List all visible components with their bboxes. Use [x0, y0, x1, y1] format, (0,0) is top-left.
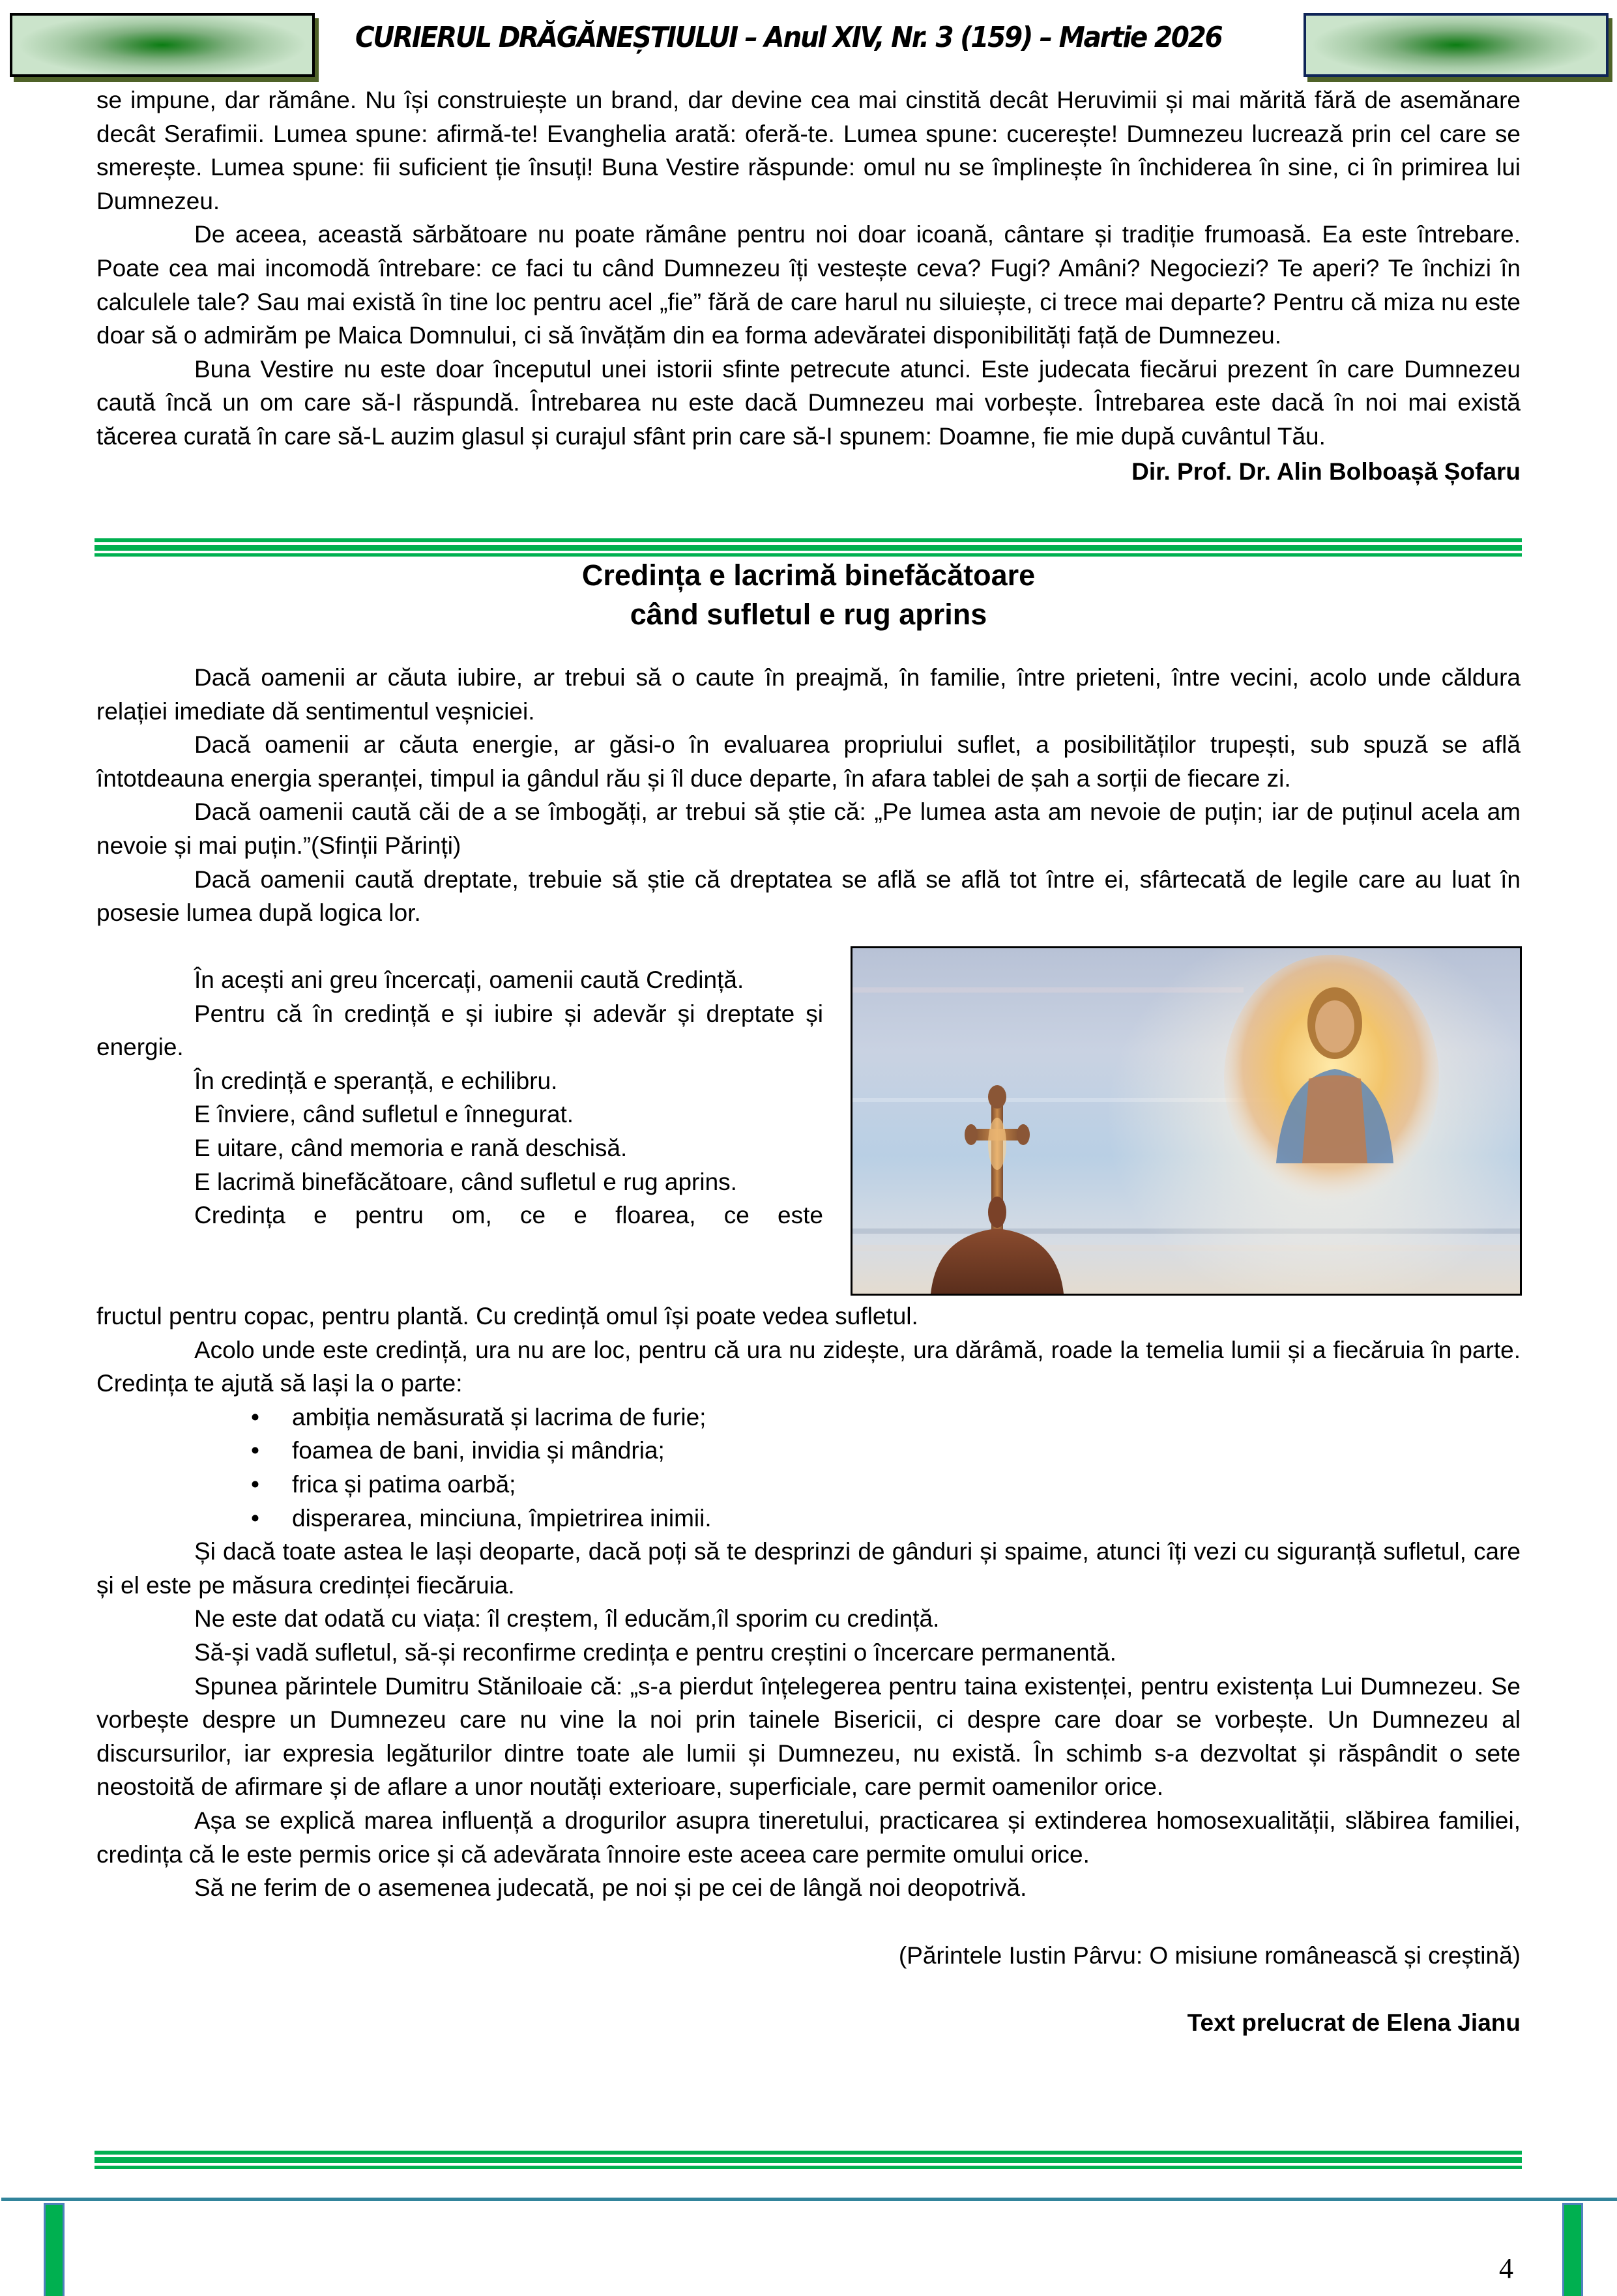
article-2-paragraph: Și dacă toate astea le lași deoparte, dacă poți să te desprinzi de gânduri și spaime, atunci îți vezi cu siguranță sufletul, care și el este pe măsura credinței fiecăruia. [96, 1538, 1521, 1599]
article-2-paragraph: Spunea părintele Dumitru Stăniloaie că: „s-a pierdut înțelegerea pentru taina existenței, pentru existența Lui Dumnezeu. Se vorbește despre un Dumnezeu care nu vine la noi prin tainele Bisericii, ci despre care doar se vorbește. Un Dumnezeu al discursurilor, iar expresia legăturilor dintre toate ale lumii și Dumnezeu, nu există. În schimb s-a dezvoltat și răspândit o sete neostoită de afirmare și de aflare a unor noutăți exterioare, superficiale, care permit oamenilor orice. [96, 1672, 1521, 1801]
article-2-title-line-1: Credința e lacrimă binefăcătoare [581, 559, 1036, 592]
footer-bar-right [1562, 2203, 1583, 2296]
bullet-text: foamea de bani, invidia și mândria; [292, 1437, 665, 1464]
section-separator-top [95, 538, 1522, 557]
photo-illustration [852, 948, 1520, 1294]
separator-line [95, 2157, 1522, 2163]
church-cross-icon-photo [851, 946, 1522, 1296]
separator-line [95, 538, 1522, 542]
article-1-paragraph: Buna Vestire nu este doar începutul unei istorii sfinte petrecute atunci. Este judecata fiecărui prezent în care Dumnezeu caută încă un om care să-I răspundă. Întrebarea nu este dacă Dumnezeu mai vorbește. Întrebarea este dacă în noi mai există tăcerea curată în care să-L auzim glasul și curajul sfânt prin care să-I spunem: Doamne, fie mie după cuvântul Tău. [96, 355, 1521, 450]
bullet-icon: • [251, 1470, 259, 1498]
bullet-text: frica și patima oarbă; [292, 1470, 516, 1498]
bullet-text: ambiția nemăsurată și lacrima de furie; [292, 1403, 707, 1431]
article-2-title-line-2: când sufletul e rug aprins [630, 598, 987, 631]
article-2-paragraph-wrap-end: fructul pentru copac, pentru plantă. Cu credință omul își poate vedea sufletul. [96, 1303, 918, 1330]
article-2-paragraph: Dacă oamenii ar căuta iubire, ar trebui să o caute în preajmă, în familie, între prieteni, între vecini, acolo unde căldura relației imediate dă sentimentul veșniciei. [96, 664, 1521, 725]
article-2-paragraph: Să ne ferim de o asemenea judecată, pe noi și pe cei de lângă noi deopotrivă. [194, 1874, 1027, 1902]
footer-rule [1, 2198, 1617, 2201]
article-2-intro [96, 661, 1521, 930]
section-separator-bottom [95, 2151, 1522, 2169]
article-1-paragraph: se impune, dar rămâne. Nu își construiește un brand, dar devine cea mai cinstită decât Heruvimii și mai mărită fără de asemănare decât Serafimii. Lumea spune: afirmă-te! Evanghelia arată: oferă-te. Lumea spune: cucerește! Dumnezeu lucrează prin cel care se smerește. Lumea spune: fii suficient ție însuți! Buna Vestire răspunde: omul nu se împlinește în închiderea în sine, ci în primirea lui Dumnezeu. [96, 87, 1521, 214]
bullet-item [96, 1468, 1521, 1502]
article-1-body [96, 83, 1521, 488]
article-2-paragraph: E lacrimă binefăcătoare, când sufletul e rug aprins. [194, 1168, 737, 1195]
article-2-credit: Text prelucrat de Elena Jianu [1187, 2009, 1521, 2037]
article-2-paragraph: Să-și vadă sufletul, să-și reconfirme credința e pentru creștini o încercare permanentă. [194, 1638, 1116, 1666]
bullet-icon: • [251, 1403, 259, 1431]
article-2-paragraph: În credință e speranță, e echilibru. [194, 1067, 558, 1094]
footer-bar-left [44, 2203, 65, 2296]
article-2-paragraph: E înviere, când sufletul e înnegurat. [194, 1101, 574, 1128]
article-2-paragraph: Acolo unde este credință, ura nu are loc, pentru că ura nu zidește, ura dărâmă, roade la temelia lumii și a fiecăruia în parte. Credința te ajută să lași la o parte: [96, 1336, 1521, 1397]
bullet-text: disperarea, minciuna, împietrirea inimii. [292, 1504, 712, 1532]
bullet-icon: • [251, 1437, 259, 1464]
page-number: 4 [1499, 2252, 1513, 2284]
separator-line [95, 545, 1522, 551]
header-decoration-left [10, 13, 315, 77]
header-decoration-right [1304, 13, 1609, 77]
article-2-source: (Părintele Iustin Pârvu: O misiune românească și creștină) [898, 1941, 1521, 1969]
article-2-paragraph: Dacă oamenii ar căuta energie, ar găsi-o în evaluarea propriului suflet, a posibilităților trupești, sub spuză se află întotdeauna energia speranței, timpul ia gândul rău și îl duce departe, în afara tablei de șah a sorții de fiecare zi. [96, 731, 1521, 792]
article-2-paragraph: În acești ani greu încercați, oamenii caută Credință. [194, 966, 744, 993]
separator-line [95, 2166, 1522, 2169]
church-dome [931, 1228, 1064, 1294]
separator-line [95, 2151, 1522, 2155]
article-2-paragraph: Așa se explică marea influență a drogurilor asupra tineretului, practicarea și extinderea homosexualității, slăbirea familiei, credința că le este permis orice și că adevărata înnoire este aceea care permite omului orice. [96, 1807, 1521, 1868]
article-2-body [96, 1300, 1521, 2040]
bullet-item [96, 1434, 1521, 1468]
bullet-item [96, 1502, 1521, 1535]
cross-icon [965, 1085, 1030, 1232]
newspaper-header-title: CURIERUL DRĂGĂNEȘTIULUI – Anul XIV, Nr. 3 (159) – Martie 2026 [355, 21, 1222, 54]
bullet-item [96, 1401, 1521, 1434]
article-2-paragraph: Ne este dat odată cu viața: îl creștem, îl educăm,îl sporim cu credință. [194, 1605, 940, 1633]
article-2-bullet-list [96, 1401, 1521, 1535]
article-2-paragraph: Pentru că în credință e și iubire și adevăr și dreptate și energie. [96, 1000, 823, 1061]
article-2-paragraph: E uitare, când memoria e rană deschisă. [194, 1134, 628, 1161]
article-1-paragraph: De aceea, această sărbătoare nu poate rămâne pentru noi doar icoană, cântare și tradiție frumoasă. Ea este întrebare. Poate cea mai incomodă întrebare: ce faci tu când Dumnezeu îți vestește ceva? Fugi? Amâni? Negociezi? Te aperi? Te închizi în calculele tale? Sau mai există în tine loc pentru acel „fie” fără de care harul nu siluiește, ci trece mai departe? Pentru că miza nu este doar să o admirăm pe Maica Domnului, ci să învățăm din ea forma adevăratei disponibilități față de Dumnezeu. [96, 221, 1521, 349]
article-1-signature: Dir. Prof. Dr. Alin Bolboașă Șofaru [1131, 458, 1521, 485]
article-2-paragraph-wrap-start: Credința e pentru om, ce e floarea, ce este [194, 1202, 823, 1229]
article-2-paragraph: Dacă oamenii caută căi de a se îmbogăți, ar trebui să știe că: „Pe lumea asta am nevoie de puțin; iar de puținul acela am nevoie și mai puțin.”(Sfinții Părinți) [96, 798, 1521, 859]
article-2-title [96, 556, 1521, 634]
bullet-icon: • [251, 1504, 259, 1532]
article-2-side-column [96, 963, 823, 1232]
article-2-paragraph: Dacă oamenii caută dreptate, trebuie să știe că dreptatea se află se află tot între ei, sfârtecată de legile care au luat în posesie lumea după logica lor. [96, 865, 1521, 927]
